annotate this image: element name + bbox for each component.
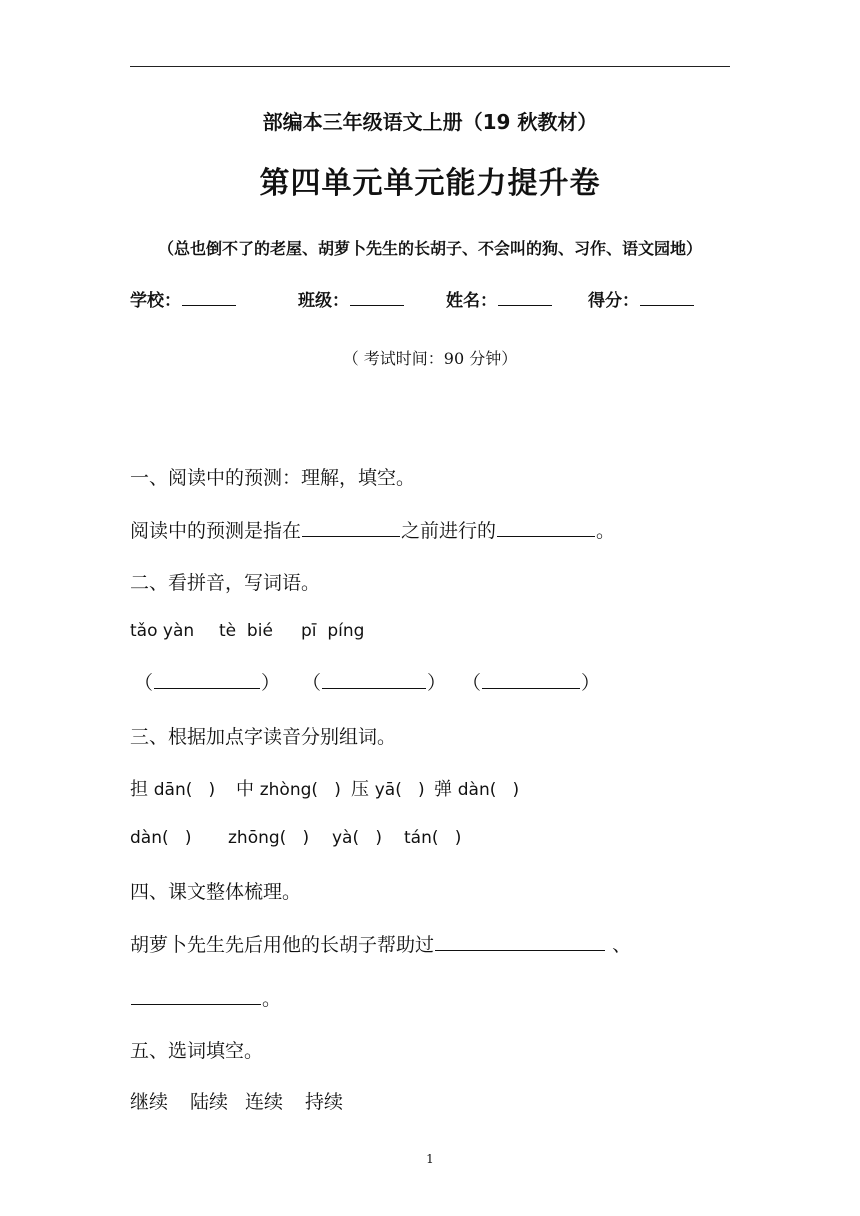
q2-blank-1[interactable]: [154, 687, 260, 689]
q1-heading: 一、阅读中的预测：理解，填空。: [130, 467, 416, 489]
q1-text-c: 。: [596, 520, 616, 542]
q5-word-4: 持续: [305, 1091, 344, 1113]
paren-close: ）: [581, 672, 601, 694]
q2-pinyin-2: tè bié: [219, 621, 273, 641]
q4-text-a: 胡萝卜先生先后用他的长胡子帮助过: [130, 934, 435, 956]
q2-pinyin-1: tǎo yàn: [130, 621, 195, 641]
score-field: [588, 286, 695, 311]
q4-blank-2[interactable]: [131, 1003, 261, 1005]
paren-close: ）: [427, 672, 447, 694]
q3-heading: 三、根据加点字读音分别组词。: [130, 726, 397, 748]
name-label: 姓名：: [446, 291, 497, 311]
q4-text-c: 。: [262, 988, 282, 1010]
q3-char: 担: [130, 779, 148, 800]
q3-pinyin[interactable]: yā( ): [374, 780, 425, 800]
q2-answer-2: [302, 668, 446, 695]
paren-open: （: [462, 672, 482, 694]
q3-row2-item-3[interactable]: yà( ): [332, 828, 382, 848]
score-label: 得分：: [588, 291, 639, 311]
header-rule: [130, 66, 730, 67]
q4-sentence-cont: [130, 984, 281, 1011]
q2-answer-1: [134, 668, 280, 695]
q4-heading: 四、课文整体梳理。: [130, 881, 302, 903]
q5-heading: 五、选词填空。: [130, 1040, 264, 1062]
name-field: [446, 286, 553, 311]
q5-word-3: 连续: [245, 1091, 284, 1113]
q3-item-2: [236, 775, 341, 801]
q3-item-4: [434, 775, 519, 801]
paren-close: ）: [261, 672, 281, 694]
q3-pinyin[interactable]: dàn( ): [457, 780, 520, 800]
class-label: 班级：: [298, 291, 349, 311]
q1-blank-1[interactable]: [302, 535, 400, 537]
q2-answer-3: [462, 668, 600, 695]
school-blank[interactable]: [182, 304, 236, 306]
q5-word-1: 继续: [130, 1091, 169, 1113]
document-subtitle: 部编本三年级语文上册（19 秋教材）: [262, 110, 598, 134]
q3-row2-item-4[interactable]: tán( ): [404, 828, 462, 848]
document-title: 第四单元单元能力提升卷: [259, 166, 601, 201]
q3-pinyin[interactable]: dān( ): [153, 780, 216, 800]
q2-blank-2[interactable]: [322, 687, 426, 689]
q1-blank-2[interactable]: [497, 535, 595, 537]
q3-char: 中: [236, 779, 254, 800]
q3-char: 弹: [434, 779, 452, 800]
q2-pinyin-3: pī píng: [301, 621, 365, 641]
q4-text-b: 、: [612, 934, 632, 956]
q1-text-b: 之前进行的: [401, 520, 497, 542]
exam-time: （ 考试时间：90 分钟）: [342, 349, 518, 368]
paren-open: （: [302, 672, 322, 694]
class-field: [298, 286, 405, 311]
page-number: 1: [426, 1152, 434, 1166]
q3-row2-item-1[interactable]: dàn( ): [130, 828, 192, 848]
q2-heading: 二、看拼音，写词语。: [130, 572, 321, 594]
q3-item-3: [351, 775, 425, 801]
q3-row2-item-2[interactable]: zhōng( ): [228, 828, 310, 848]
q1-text-a: 阅读中的预测是指在: [130, 520, 302, 542]
score-blank[interactable]: [640, 304, 694, 306]
name-blank[interactable]: [498, 304, 552, 306]
class-blank[interactable]: [350, 304, 404, 306]
q3-pinyin[interactable]: zhòng( ): [259, 780, 341, 800]
unit-scope: （总也倒不了的老屋、胡萝卜先生的长胡子、不会叫的狗、习作、语文园地）: [157, 239, 702, 258]
school-label: 学校：: [130, 291, 181, 311]
paren-open: （: [134, 672, 154, 694]
q3-item-1: [130, 775, 215, 801]
q4-blank-1[interactable]: [435, 949, 605, 951]
q1-sentence: [130, 516, 615, 543]
school-field: [130, 286, 237, 311]
q4-sentence: [130, 930, 631, 957]
q2-blank-3[interactable]: [482, 687, 580, 689]
q5-word-2: 陆续: [190, 1091, 229, 1113]
q3-char: 压: [351, 779, 369, 800]
